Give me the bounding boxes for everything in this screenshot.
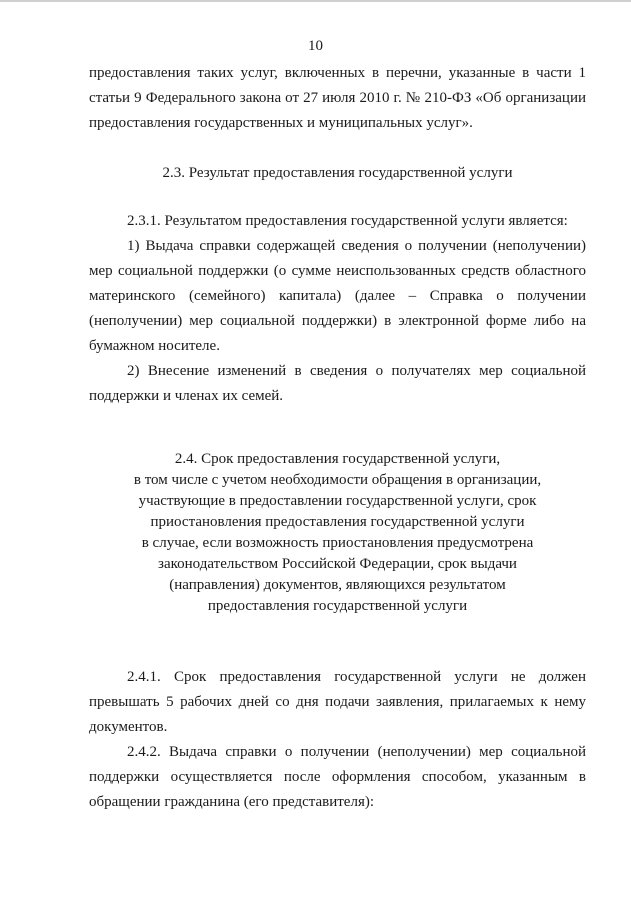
heading-line: в том числе с учетом необходимости обращения в организации, <box>133 472 542 488</box>
top-border-line <box>0 0 631 2</box>
paragraph-2-4-2: 2.4.2. Выдача справки о получении (неполучении) мер социальной поддержки осуществляется после оформления способом, указанным в обращении гражданина (его представителя): <box>89 744 586 810</box>
heading-line: 2.4. Срок предоставления государственной услуги, <box>174 451 501 467</box>
heading-line: законодательством Российской Федерации, срок выдачи <box>158 556 517 572</box>
heading-line: (направления) документов, являющихся результатом <box>169 577 506 593</box>
heading-line: в случае, если возможность приостановления предусмотрена <box>141 535 534 551</box>
list-item-1: 1) Выдача справки содержащей сведения о получении (неполучении) мер социальной поддержки (о сумме неиспользованных средств областного материнского (семейного) капитала) (далее – Справка о получении (неполучении) мер социальной поддержки) в электронной форме либо на бумажном носителе. <box>89 238 586 354</box>
section-2-3-heading: 2.3. Результат предоставления государственной услуги <box>162 165 513 181</box>
heading-line: предоставления государственной услуги <box>207 598 468 614</box>
paragraph-2-3-1: 2.3.1. Результатом предоставления государственной услуги является: <box>127 213 568 229</box>
intro-paragraph: предоставления таких услуг, включенных в перечни, указанные в части 1 статьи 9 Федерального закона от 27 июля 2010 г. № 210-ФЗ «Об организации предоставления государственных и муниципальных услуг». <box>89 65 586 131</box>
page-number: 10 <box>308 38 323 54</box>
list-item-2: 2) Внесение изменений в сведения о получателях мер социальной поддержки и членах их семей. <box>89 363 586 404</box>
page-content <box>89 61 586 815</box>
paragraph-2-4-1: 2.4.1. Срок предоставления государственной услуги не должен превышать 5 рабочих дней со дня подачи заявления, прилагаемых к нему документов. <box>89 669 586 735</box>
heading-line: приостановления предоставления государственной услуги <box>150 514 525 530</box>
heading-line: участвующие в предоставлении государственной услуги, срок <box>138 493 537 509</box>
section-2-4-heading <box>89 449 586 617</box>
